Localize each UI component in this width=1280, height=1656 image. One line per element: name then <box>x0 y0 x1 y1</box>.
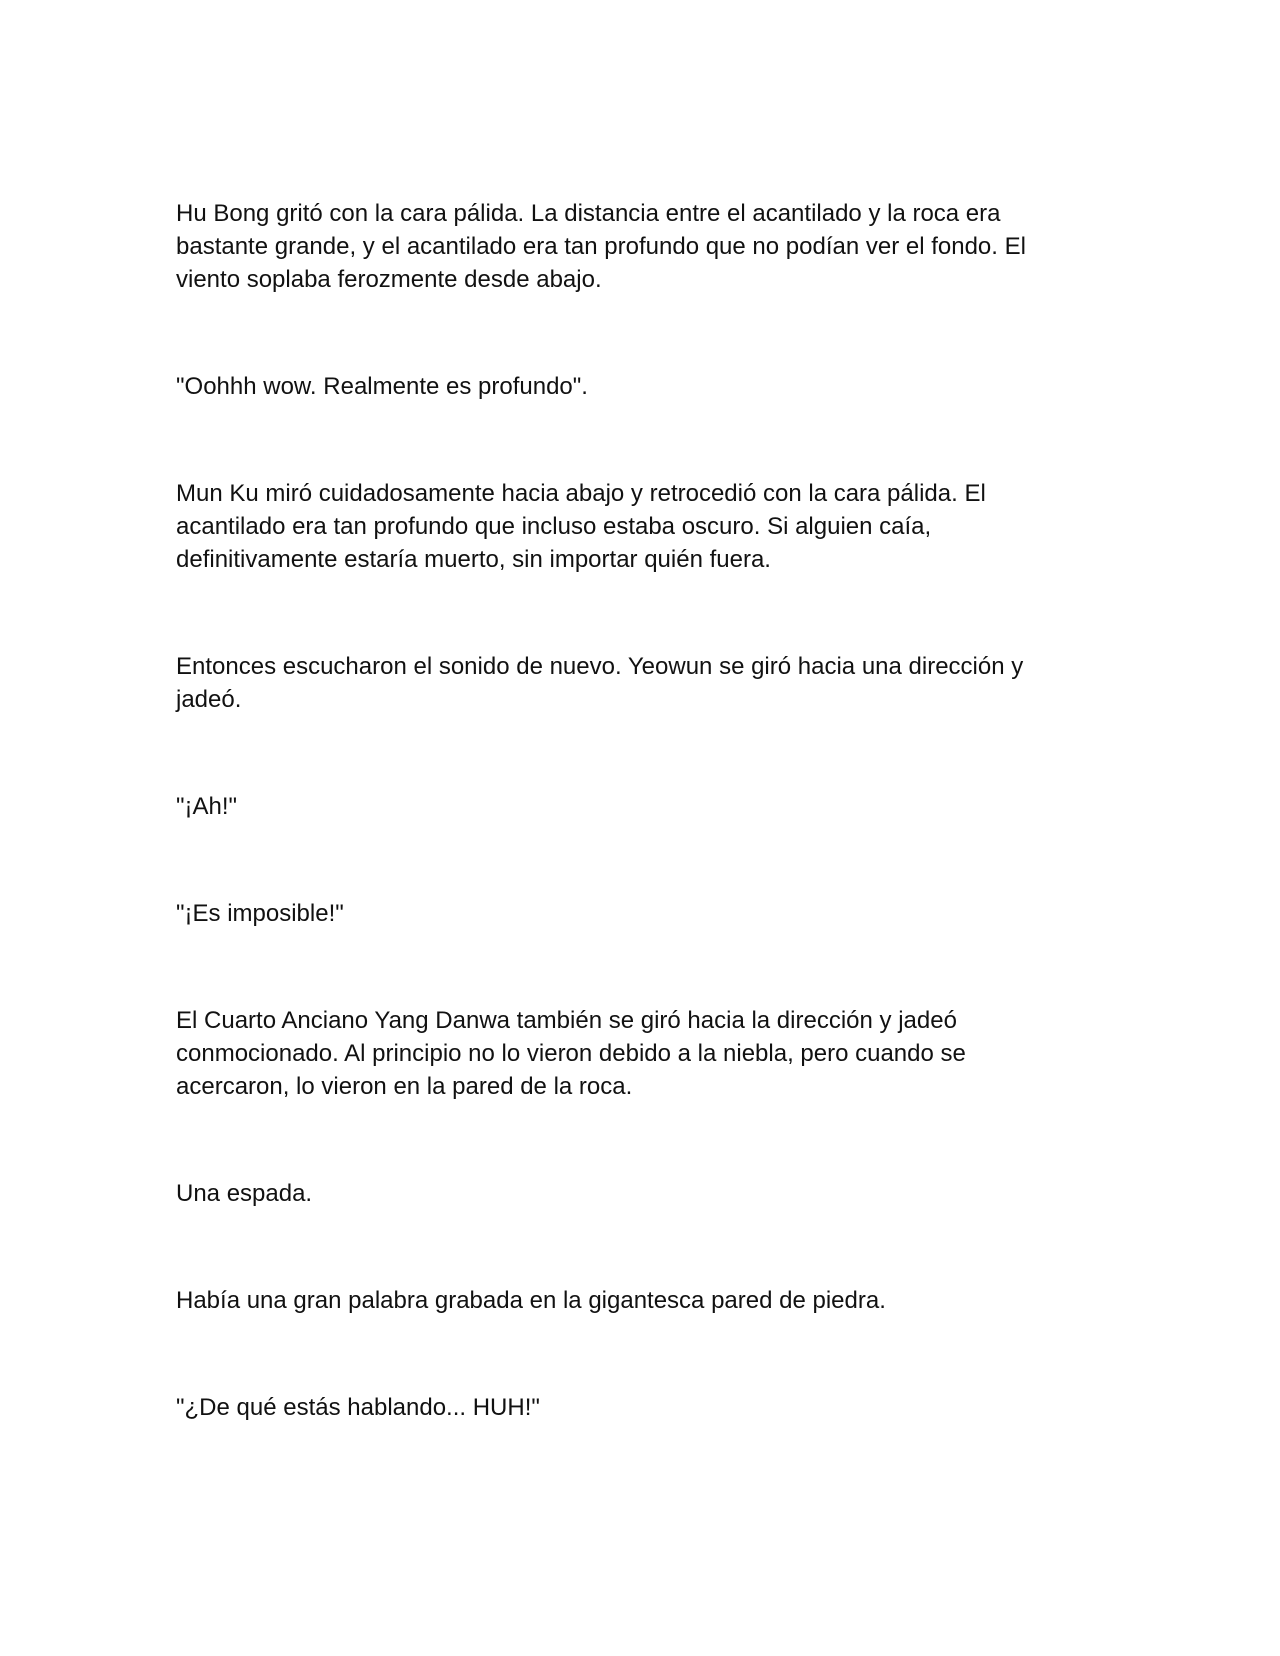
paragraph-gap <box>176 716 1076 790</box>
paragraph: "Oohhh wow. Realmente es profundo". <box>176 373 588 400</box>
paragraph-gap <box>176 296 1076 370</box>
paragraph-gap <box>176 403 1076 477</box>
paragraph: Entonces escucharon el sonido de nuevo. Yeowun se giró hacia una dirección y jadeó. <box>176 653 1024 713</box>
paragraph: Hu Bong gritó con la cara pálida. La distancia entre el acantilado y la roca era bastante grande, y el acantilado era tan profundo que no podían ver el fondo. El viento soplaba ferozmente desde abajo. <box>176 200 1026 293</box>
paragraph: "¿De qué estás hablando... HUH!" <box>176 1394 540 1421</box>
paragraph: Una espada. <box>176 1180 313 1207</box>
document-body <box>176 197 1076 1424</box>
paragraph: "¡Es imposible!" <box>176 900 344 927</box>
paragraph-gap <box>176 1317 1076 1391</box>
paragraph: El Cuarto Anciano Yang Danwa también se giró hacia la dirección y jadeó conmocionado. Al principio no lo vieron debido a la niebla, pero cuando se acercaron, lo vieron en la pared de la roca. <box>176 1007 966 1100</box>
paragraph: Había una gran palabra grabada en la gigantesca pared de piedra. <box>176 1287 886 1314</box>
paragraph-gap <box>176 823 1076 897</box>
paragraph-gap <box>176 1210 1076 1284</box>
paragraph: Mun Ku miró cuidadosamente hacia abajo y retrocedió con la cara pálida. El acantilado era tan profundo que incluso estaba oscuro. Si alguien caía, definitivamente estaría muerto, sin importar quién fuera. <box>176 480 986 573</box>
paragraph-gap <box>176 930 1076 1004</box>
paragraph-gap <box>176 1103 1076 1177</box>
paragraph-gap <box>176 576 1076 650</box>
paragraph: "¡Ah!" <box>176 793 238 820</box>
